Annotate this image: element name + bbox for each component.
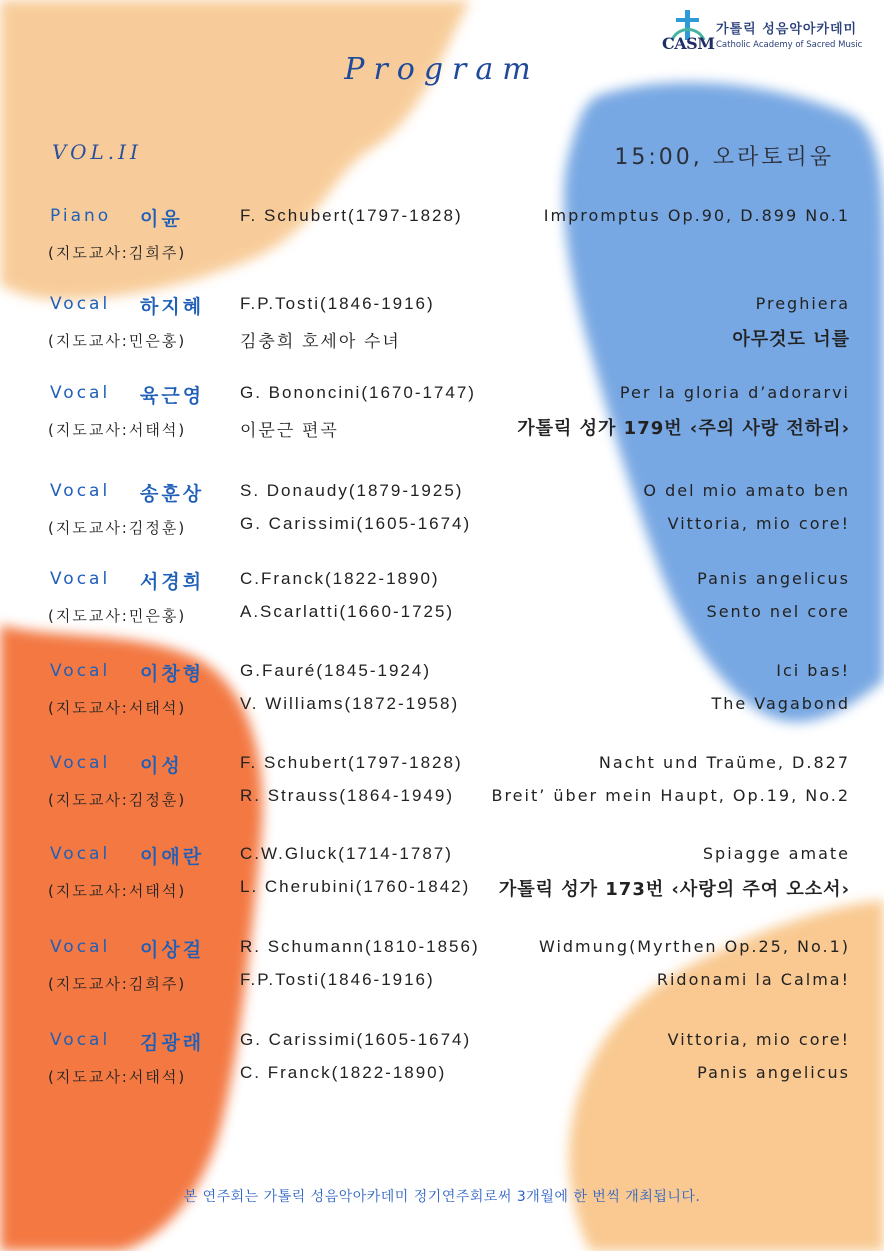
logo-korean-name: 가톨릭 성음악아카데미 [716,22,858,37]
performer-teacher: (지도교사:서태석) [48,421,187,439]
composer: A.Scarlatti(1660-1725) [240,602,455,621]
composer: 이문근 편곡 [240,421,339,440]
piece-title: Sento nel core [706,602,850,621]
composer: F. Schubert(1797-1828) [240,753,463,772]
time-venue: 15:00, 오라토리움 [614,145,834,170]
piece-title: 가톨릭 성가 173번 ‹사랑의 주여 오소서› [498,879,850,900]
performer-instrument: Vocal [50,481,111,501]
composer: L. Cherubini(1760-1842) [240,877,471,896]
logo-english-name: Catholic Academy of Sacred Music [716,40,863,50]
performer-name: 이창형 [140,663,205,685]
program-title: Program [344,52,540,87]
piece-title: Ici bas! [776,661,850,680]
performer-name: 하지혜 [140,296,205,318]
performer-instrument: Vocal [50,1030,111,1050]
performer-instrument: Vocal [50,661,111,681]
composer: F.P.Tosti(1846-1916) [240,970,435,989]
performer-name: 김광래 [140,1032,205,1054]
piece-title: Impromptus Op.90, D.899 No.1 [543,206,850,225]
performer-row [0,753,884,823]
performer-instrument: Vocal [50,383,111,403]
composer: 김충희 호세아 수녀 [240,332,401,351]
performer-teacher: (지도교사:김정훈) [48,519,187,537]
performer-teacher: (지도교사:서태석) [48,699,187,717]
composer: C.Franck(1822-1890) [240,569,440,588]
composer: R. Schumann(1810-1856) [240,937,480,956]
performer-instrument: Vocal [50,753,111,773]
performer-name: 육근영 [140,385,205,407]
performer-name: 서경희 [140,571,205,593]
composer: C. Franck(1822-1890) [240,1063,447,1082]
composer: C.W.Gluck(1714-1787) [240,844,453,863]
piece-title: Ridonami la Calma! [656,970,850,989]
volume-label: VOL.II [52,140,142,164]
performer-name: 송훈상 [140,483,205,505]
performer-name: 이애란 [140,846,205,868]
piece-title: 가톨릭 성가 179번 ‹주의 사랑 전하리› [517,418,850,439]
composer: G.Fauré(1845-1924) [240,661,431,680]
performer-row [0,1030,884,1100]
performer-instrument: Vocal [50,294,111,314]
piece-title: The Vagabond [711,694,850,713]
piece-title: Vittoria, mio core! [667,514,850,533]
performer-row [0,294,884,364]
performer-instrument: Vocal [50,937,111,957]
piece-title: 아무것도 너를 [732,329,850,350]
performer-row [0,481,884,551]
performer-name: 이성 [140,755,183,777]
piece-title: Panis angelicus [697,569,850,588]
performer-instrument: Vocal [50,569,111,589]
piece-title: Per la gloria d’adorarvi [619,383,850,402]
performer-name: 이상걸 [140,939,205,961]
composer: F. Schubert(1797-1828) [240,206,463,225]
piece-title: Spiagge amate [702,844,850,863]
performer-row [0,937,884,1007]
composer: V. Williams(1872-1958) [240,694,460,713]
piece-title: Nacht und Traüme, D.827 [598,753,850,772]
footer-note: 본 연주회는 가톨릭 성음악아카데미 정기연주회로써 3개월에 한 번씩 개최됩니다. [183,1189,701,1205]
performer-instrument: Vocal [50,844,111,864]
performer-row [0,383,884,453]
composer: R. Strauss(1864-1949) [240,786,454,805]
performer-teacher: (지도교사:김희주) [48,244,187,262]
composer: G. Bononcini(1670-1747) [240,383,476,402]
performer-row [0,206,884,276]
composer: F.P.Tosti(1846-1916) [240,294,435,313]
performer-teacher: (지도교사:서태석) [48,882,187,900]
composer: S. Donaudy(1879-1925) [240,481,464,500]
composer: G. Carissimi(1605-1674) [240,1030,472,1049]
performer-row [0,569,884,639]
performer-row [0,661,884,731]
piece-title: Widmung(Myrthen Op.25, No.1) [538,937,850,956]
performer-row [0,844,884,914]
performer-teacher: (지도교사:서태석) [48,1068,187,1086]
composer: G. Carissimi(1605-1674) [240,514,472,533]
logo-casm-text: CASM [662,34,715,53]
performer-teacher: (지도교사:민은홍) [48,607,187,625]
performer-teacher: (지도교사:김정훈) [48,791,187,809]
performer-instrument: Piano [50,206,112,226]
performer-name: 이윤 [140,208,183,230]
piece-title: O del mio amato ben [643,481,850,500]
performer-teacher: (지도교사:김희주) [48,975,187,993]
academy-logo [660,8,880,58]
performer-teacher: (지도교사:민은홍) [48,332,187,350]
piece-title: Breit’ über mein Haupt, Op.19, No.2 [491,786,850,805]
piece-title: Panis angelicus [697,1063,850,1082]
piece-title: Vittoria, mio core! [667,1030,850,1049]
piece-title: Preghiera [755,294,850,313]
